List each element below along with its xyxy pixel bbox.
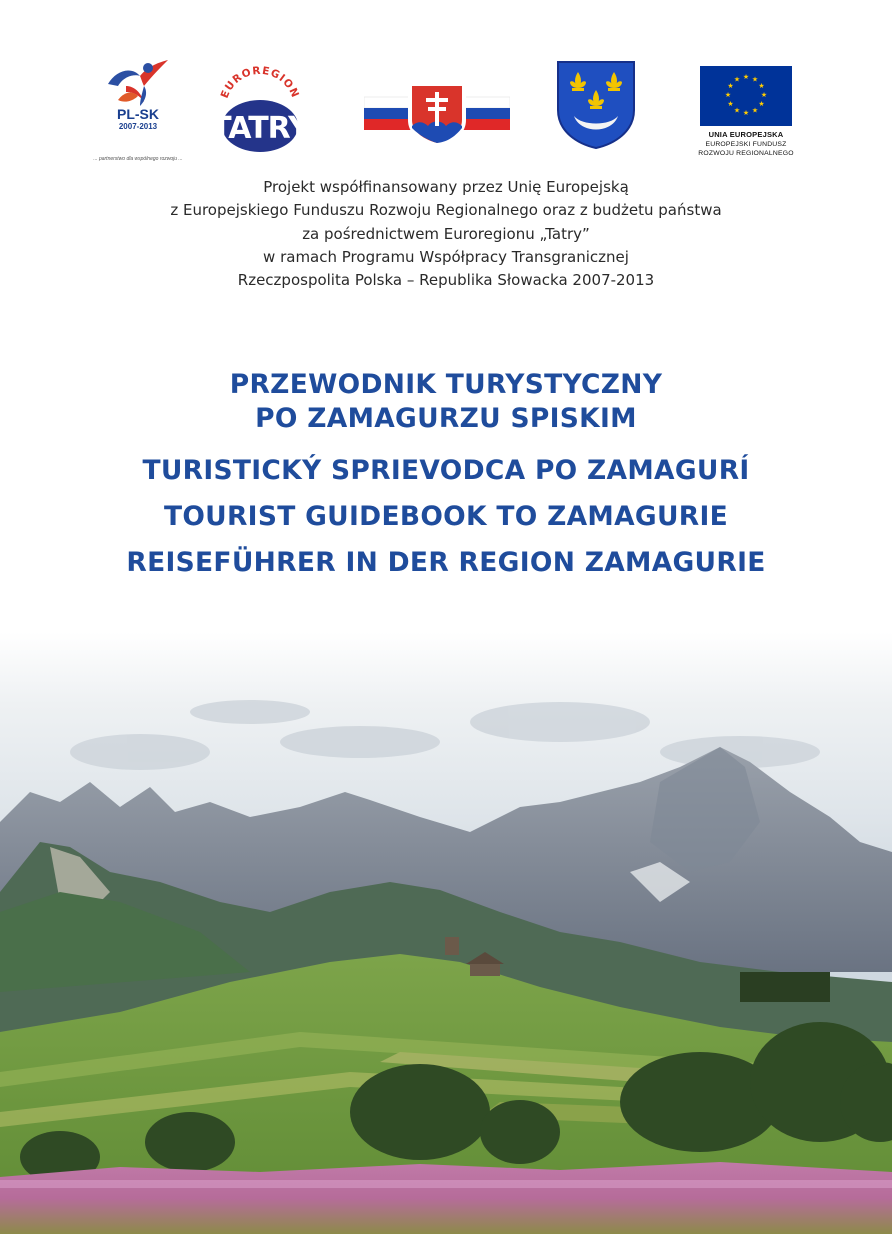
- plsk-years: 2007-2013: [118, 122, 158, 131]
- slovak-flag-emblem: [364, 80, 510, 148]
- plsk-tagline: ... partnerstwo dla wspólnego rozwoju ...: [93, 156, 183, 162]
- cofinancing-line: w ramach Programu Współpracy Transgranicznej: [263, 247, 629, 266]
- svg-text:★: ★: [727, 100, 734, 108]
- svg-text:★: ★: [758, 82, 765, 90]
- tatry-name: TATRY: [212, 111, 308, 146]
- municipal-coat-of-arms: [556, 60, 636, 150]
- title-en: TOURIST GUIDEBOOK TO ZAMAGURIE: [163, 501, 729, 532]
- plsk-program-logo: [88, 56, 188, 166]
- title-sk: TURISTICKÝ SPRIEVODCA PO ZAMAGURÍ: [142, 455, 750, 486]
- svg-text:★: ★: [742, 109, 750, 117]
- svg-text:★: ★: [733, 106, 741, 115]
- svg-text:★: ★: [751, 75, 759, 84]
- tatra-landscape-photo: [0, 632, 892, 1234]
- title-de: REISEFÜHRER IN DER REGION ZAMAGURIE: [126, 547, 766, 578]
- svg-text:★: ★: [751, 106, 759, 115]
- cofinancing-line: z Europejskiego Funduszu Rozwoju Regionalnego oraz z budżetu państwa: [170, 201, 722, 220]
- svg-text:★: ★: [742, 73, 750, 81]
- svg-text:★: ★: [733, 75, 741, 84]
- svg-text:★: ★: [758, 100, 765, 108]
- eu-fund-line2: ROZWOJU REGIONALNEGO: [698, 150, 794, 157]
- svg-text:★: ★: [727, 82, 734, 90]
- euroregion-arc-text: EUROREGION: [218, 64, 302, 101]
- cofinancing-line: Projekt współfinansowany przez Unię Europejską: [263, 178, 629, 196]
- title-pl-line2: PO ZAMAGURZU SPISKIM: [255, 403, 637, 434]
- plsk-name: PL-SK: [117, 106, 159, 122]
- svg-text:★: ★: [760, 91, 768, 99]
- cofinancing-statement: [0, 176, 892, 292]
- cofinancing-line: za pośrednictwem Euroregionu „Tatry”: [302, 224, 590, 243]
- eu-title: UNIA EUROPEJSKA: [708, 130, 784, 139]
- eu-fund-line1: EUROPEJSKI FUNDUSZ: [705, 141, 787, 148]
- cover-titles: [0, 368, 892, 586]
- cofinancing-line: Rzeczpospolita Polska – Republika Słowacka 2007-2013: [237, 271, 655, 290]
- eu-flag-icon: [700, 66, 792, 126]
- plsk-figure-icon: [88, 56, 188, 112]
- eu-logo: [700, 66, 796, 166]
- euroregion-tatry-logo: [212, 60, 308, 170]
- svg-text:★: ★: [724, 91, 732, 99]
- title-pl-line1: PRZEWODNIK TURYSTYCZNY: [229, 369, 663, 400]
